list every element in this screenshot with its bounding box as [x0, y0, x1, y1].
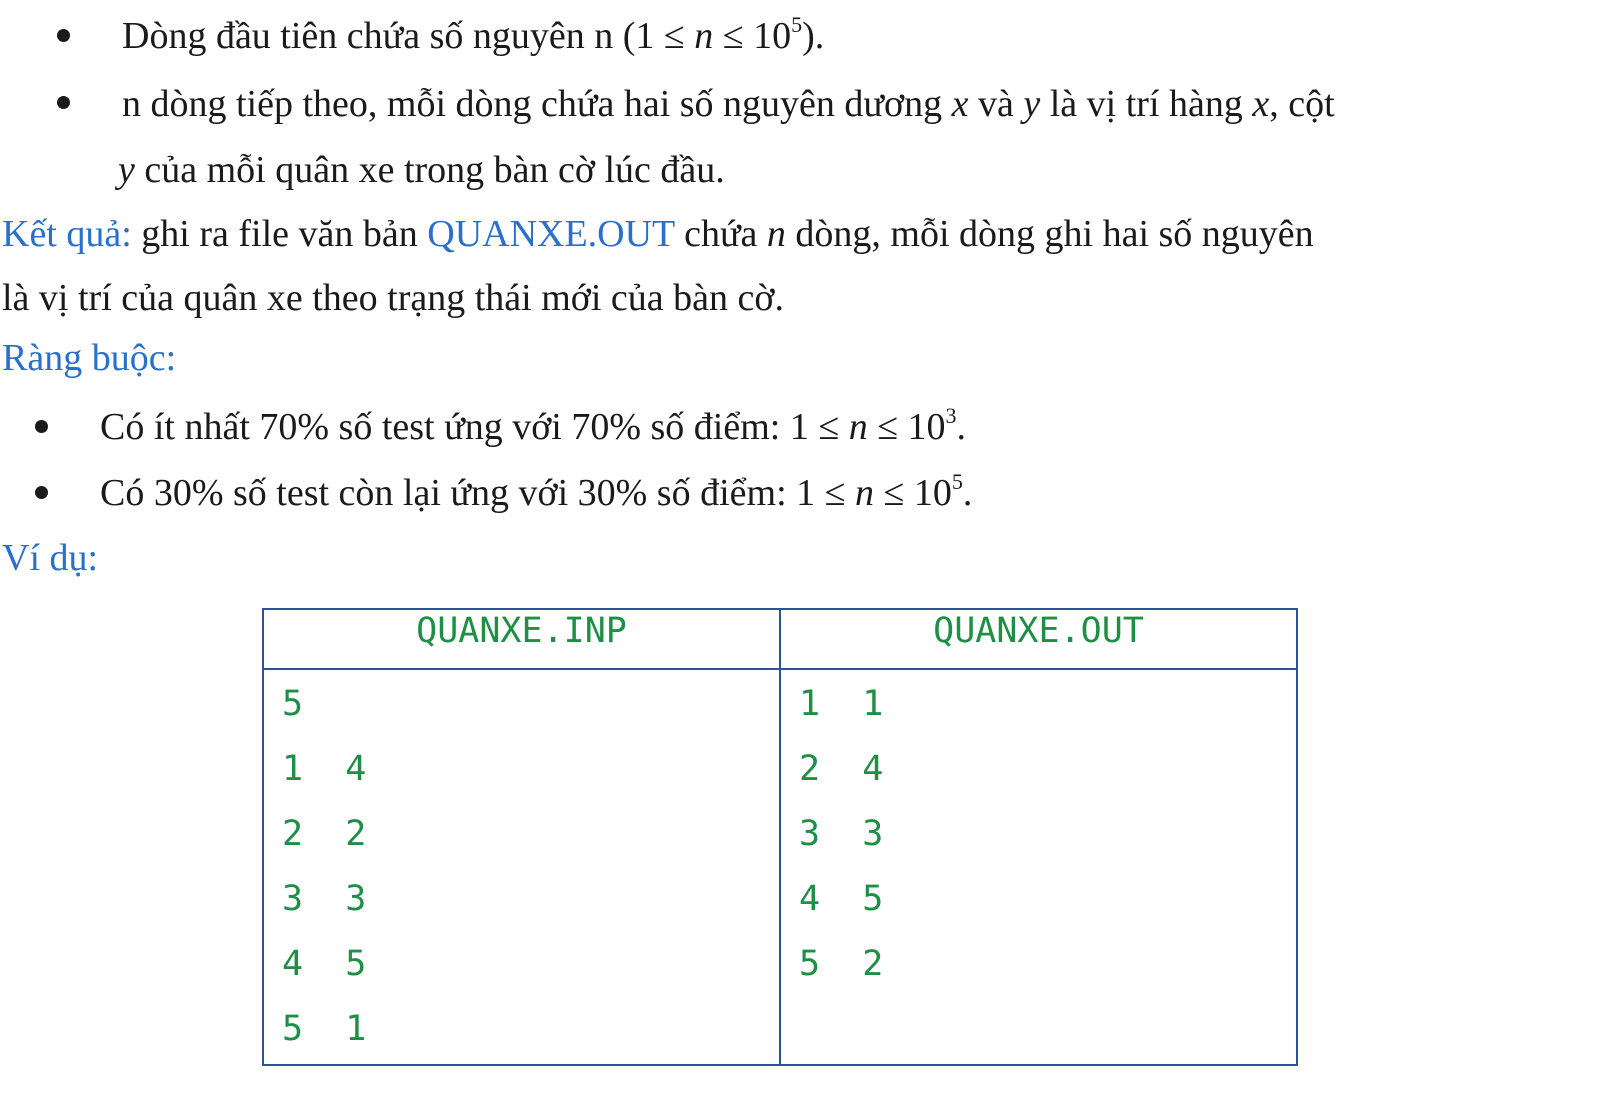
bullet-dot [35, 486, 48, 499]
table-row: 5 1 [282, 1009, 367, 1049]
bullet-dot [35, 420, 48, 433]
constraint-text: . [962, 472, 973, 514]
output-heading: Kết quả: [2, 213, 132, 255]
var-n: n [855, 472, 874, 514]
input-bullet-first-line [122, 14, 824, 58]
constraint-text: Có ít nhất 70% số test ứng với 70% số điểm: 1 ≤ [100, 406, 849, 448]
bullet-text: n dòng tiếp theo, mỗi dòng chứa hai số nguyên dương [122, 83, 952, 125]
table-row: 5 2 [799, 944, 884, 984]
var-n: n [766, 213, 786, 255]
constraint-text: ≤ 10 [874, 472, 952, 514]
constraint-item [100, 471, 972, 515]
output-description [2, 212, 1314, 256]
header-input-file: QUANXE.INP [263, 609, 780, 669]
example-table [262, 608, 1298, 1066]
constraint-text: Có 30% số test còn lại ứng với 30% số điểm: 1 ≤ [100, 472, 855, 514]
var-n: n [694, 15, 714, 57]
output-text: chứa [674, 213, 767, 255]
bullet-text: là vị trí hàng [1040, 83, 1253, 125]
table-row: 5 [282, 684, 304, 724]
var-x: x [951, 83, 969, 125]
table-row: 3 3 [799, 814, 884, 854]
output-text: dòng, mỗi dòng ghi hai số nguyên [785, 213, 1314, 255]
header-output-file: QUANXE.OUT [780, 609, 1297, 669]
bullet-text: , cột [1269, 83, 1335, 125]
bullet-dot [57, 29, 70, 42]
bullet-text: của mỗi quân xe trong bàn cờ lúc đầu. [134, 149, 725, 191]
table-row: 4 5 [282, 944, 367, 984]
table-row: 2 4 [799, 749, 884, 789]
table-row: 1 1 [799, 684, 884, 724]
exponent: 5 [791, 12, 803, 37]
output-cell [780, 669, 1297, 1065]
output-text: ghi ra file văn bản [131, 213, 428, 255]
input-bullet-next-lines [122, 82, 1335, 126]
table-row: 2 2 [282, 814, 367, 854]
input-bullet-continuation [118, 148, 725, 192]
exponent: 5 [951, 469, 963, 494]
constraint-text: ≤ 10 [867, 406, 946, 448]
bullet-text: và [968, 83, 1024, 125]
output-filename: QUANXE.OUT [427, 213, 675, 255]
table-row: 3 3 [282, 879, 367, 919]
bullet-text: Dòng đầu tiên chứa số nguyên n (1 ≤ [122, 15, 695, 57]
bullet-dot [57, 96, 70, 109]
example-heading: Ví dụ: [2, 537, 99, 579]
exponent: 3 [945, 403, 957, 428]
var-n: n [848, 406, 868, 448]
table-row: 1 4 [282, 749, 367, 789]
var-y: y [118, 149, 135, 191]
input-cell [263, 669, 780, 1065]
table-row: 4 5 [799, 879, 884, 919]
bullet-text: ≤ 10 [713, 15, 792, 57]
constraint-item [100, 405, 966, 449]
constraints-heading: Ràng buộc: [2, 337, 177, 379]
bullet-text: ). [802, 15, 825, 57]
constraint-text: . [956, 406, 967, 448]
var-x: x [1252, 83, 1270, 125]
output-description-line2: là vị trí của quân xe theo trạng thái mới của bàn cờ. [2, 277, 784, 319]
var-y: y [1023, 83, 1041, 125]
